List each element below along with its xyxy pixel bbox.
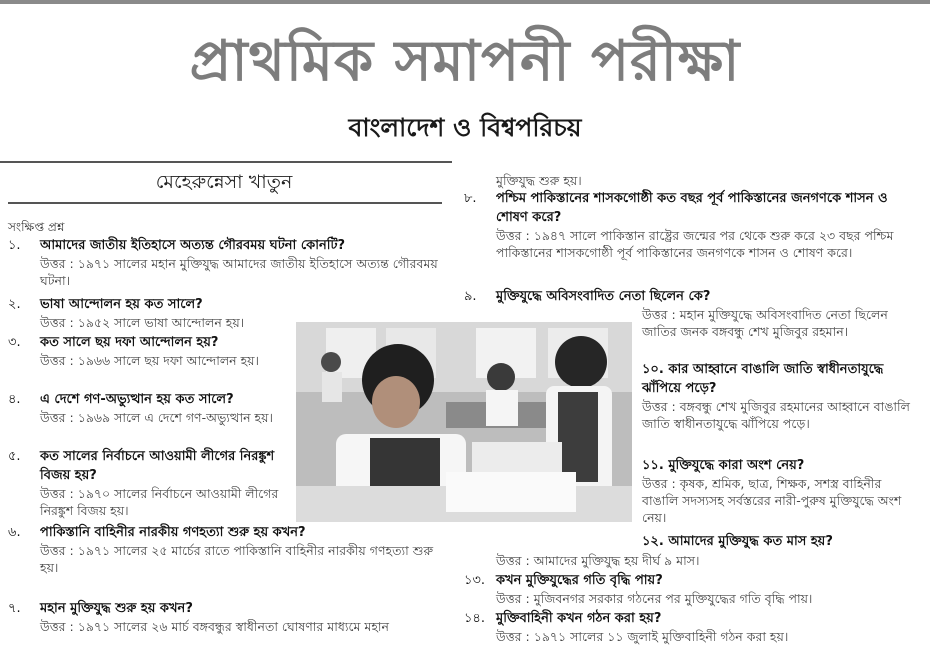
question-text: মুক্তিযুদ্ধে কারা অংশ নেয়? [668, 458, 805, 473]
question-number: ৬. [8, 525, 21, 540]
photo-illustration [296, 322, 632, 522]
question [8, 599, 444, 618]
question-number: ১. [8, 238, 21, 253]
question-number: ৮. [464, 191, 477, 206]
question-text: কখন মুক্তিযুদ্ধের গতি বৃদ্ধি পায়? [496, 573, 663, 588]
answer: উত্তর : কৃষক, শ্রমিক, ছাত্র, শিক্ষক, সশস্ত্র বাহিনীর বাঙালি সদস্যসহ সর্বস্তরের নারী-পুরুষ মুক্তিযুদ্ধে অংশ নেয়। [642, 476, 902, 525]
question-number: ১১. [642, 458, 664, 473]
students-writing-exam-photo [296, 322, 632, 522]
qa-item-4 [8, 390, 290, 426]
question-text: কত সালে ছয় দফা আন্দোলন হয়? [40, 335, 219, 350]
qa-item-11 [642, 456, 920, 526]
answer: উত্তর : ১৯৬৯ সালে এ দেশে গণ-অভ্যুত্থান হয়। [40, 410, 273, 425]
answer-continuation: মুক্তিযুদ্ধ শুরু হয়। [496, 173, 582, 188]
question [8, 390, 290, 409]
question-number: ৭. [8, 601, 21, 616]
qa-item-1 [8, 236, 444, 289]
author-underline [8, 202, 442, 204]
page-title: প্রাথমিক সমাপনী পরীক্ষা [189, 29, 741, 94]
qa-item-9 [464, 287, 914, 306]
answer-9 [642, 306, 920, 340]
question [464, 189, 914, 227]
question [8, 295, 298, 314]
question [8, 333, 290, 352]
question-text: আমাদের মুক্তিযুদ্ধ কত মাস হয়? [668, 534, 833, 549]
answer: উত্তর : ১৯৭১ সালের ১১ জুলাই মুক্তিবাহিনী গঠন করা হয়। [496, 629, 789, 644]
qa-item-10 [642, 360, 920, 432]
answer: উত্তর : মহান মুক্তিযুদ্ধে অবিসংবাদিত নেতা ছিলেন জাতির জনক বঙ্গবন্ধু শেখ মুজিবুর রহমান। [642, 307, 888, 339]
question-number: ১৪. [464, 611, 486, 626]
page-subtitle: বাংলাদেশ ও বিশ্বপরিচয় [348, 113, 582, 142]
question-text: এ দেশে গণ-অভ্যুত্থান হয় কত সালে? [40, 392, 234, 407]
section-label: সংক্ষিপ্ত প্রশ্ন [8, 220, 65, 234]
question-text: মুক্তিবাহিনী কখন গঠন করা হয়? [496, 611, 662, 626]
answer: উত্তর : ১৯৭১ সালের মহান মুক্তিযুদ্ধ আমাদের জাতীয় ইতিহাসে অত্যন্ত গৌরবময় ঘটনা। [40, 256, 438, 288]
question [642, 360, 920, 398]
question [642, 532, 920, 551]
question [8, 236, 444, 255]
answer: উত্তর : বঙ্গবন্ধু শেখ মুজিবুর রহমানের আহ্বানে বাঙালি জাতি স্বাধীনতাযুদ্ধে ঝাঁপিয়ে পড়ে। [642, 399, 910, 431]
question [464, 287, 914, 306]
question-number: ৩. [8, 335, 21, 350]
answer-12: উত্তর : আমাদের মুক্তিযুদ্ধ হয় দীর্ঘ ৯ মাস। [496, 553, 700, 568]
qa-item-8 [464, 189, 914, 261]
answer: উত্তর : ১৯৭১ সালের ২৬ মার্চ বঙ্গবন্ধুর স্বাধীনতা ঘোষণার মাধ্যমে মহান [40, 619, 390, 634]
qa-item-6 [8, 523, 444, 576]
question-text: কার আহ্বানে বাঙালি জাতি স্বাধীনতাযুদ্ধে ঝাঁপিয়ে পড়ে? [642, 362, 884, 396]
qa-item-14 [464, 609, 914, 645]
question-number: ১৩. [464, 573, 486, 588]
question [464, 571, 914, 590]
divider [0, 161, 452, 163]
question-number: ৫. [8, 449, 21, 464]
question-text: কত সালের নির্বাচনে আওয়ামী লীগের নিরঙ্কুশ বিজয় হয়? [40, 449, 275, 483]
answer: উত্তর : মুজিবনগর সরকার গঠনের পর মুক্তিযুদ্ধের গতি বৃদ্ধি পায়। [496, 591, 813, 606]
question-number: ১২. [642, 534, 664, 549]
question [464, 609, 914, 628]
question [8, 447, 290, 485]
question-text: আমাদের জাতীয় ইতিহাসে অত্যন্ত গৌরবময় ঘটনা কোনটি? [40, 238, 346, 253]
qa-item-7 [8, 599, 444, 635]
qa-item-2 [8, 295, 298, 331]
question-number: ৯. [464, 289, 477, 304]
qa-item-3 [8, 333, 290, 369]
answer: উত্তর : ১৯৫২ সালে ভাষা আন্দোলন হয়। [40, 315, 245, 330]
question-text: মহান মুক্তিযুদ্ধ শুরু হয় কখন? [40, 601, 193, 616]
qa-item-5 [8, 447, 290, 519]
question-text: ভাষা আন্দোলন হয় কত সালে? [40, 297, 203, 312]
qa-item-12 [642, 532, 920, 551]
question [642, 456, 920, 475]
question-text: মুক্তিযুদ্ধে অবিসংবাদিত নেতা ছিলেন কে? [496, 289, 711, 304]
answer: উত্তর : ১৯৭০ সালের নির্বাচনে আওয়ামী লীগের নিরঙ্কুশ বিজয় হয়। [40, 486, 279, 518]
question-number: ২. [8, 297, 21, 312]
qa-item-13 [464, 571, 914, 607]
answer: উত্তর : ১৯৬৬ সালে ছয় দফা আন্দোলন হয়। [40, 353, 259, 368]
question-text: পাকিস্তানি বাহিনীর নারকীয় গণহত্যা শুরু হয় কখন? [40, 525, 306, 540]
question-text: পশ্চিম পাকিস্তানের শাসকগোষ্ঠী কত বছর পূর্ব পাকিস্তানের জনগণকে শাসন ও শোষণ করে? [496, 191, 888, 225]
top-rule [0, 0, 930, 4]
question-number: ৪. [8, 392, 21, 407]
question-number: ১০. [642, 362, 664, 377]
answer: উত্তর : ১৯৭১ সালের ২৫ মার্চের রাতে পাকিস্তানি বাহিনীর নারকীয় গণহত্যা শুরু হয়। [40, 543, 434, 575]
question [8, 523, 308, 542]
answer: উত্তর : ১৯৪৭ সালে পাকিস্তান রাষ্ট্রের জন্মের পর থেকে শুরু করে ২৩ বছর পশ্চিম পাকিস্তানের শাসকগোষ্ঠী পূর্ব পাকিস্তানের জনগণকে শাসন ও শোষণ করে। [496, 228, 894, 260]
author-name: মেহেরুন্নেসা খাতুন [155, 171, 293, 193]
